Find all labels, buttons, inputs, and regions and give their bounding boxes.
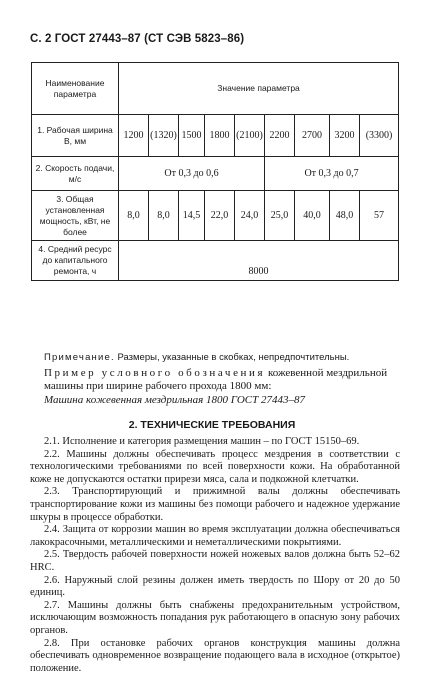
section-body (30, 436, 400, 675)
table-cell: (1320) (149, 115, 179, 157)
note-text: Размеры, указанные в скобках, непредпочтительны. (117, 352, 349, 363)
table-cell: 8,0 (149, 191, 179, 241)
table-cell: 2200 (265, 115, 295, 157)
column-header-value: Значение параметра (119, 63, 399, 115)
table-cell: (2100) (235, 115, 265, 157)
column-header-name: Наименование параметра (32, 63, 119, 115)
table-cell: От 0,3 до 0,7 (265, 157, 399, 191)
example-lead: Пример условного обозначения (44, 367, 265, 379)
table-cell: 8000 (119, 241, 399, 281)
table-cell: 22,0 (205, 191, 235, 241)
table-cell: 48,0 (330, 191, 360, 241)
parameters-table (31, 62, 399, 281)
paragraph: 2.7. Машины должны быть снабжены предохранительным устройством, исключающим возможность попадания рук работающего в опасную зону рабочих органов. (30, 600, 400, 638)
table-row (32, 191, 399, 241)
paragraph: 2.1. Исполнение и категория размещения машин – по ГОСТ 15150–69. (30, 436, 400, 449)
table-cell: 1800 (205, 115, 235, 157)
example-designation: Машина кожевенная мездрильная 1800 ГОСТ 27443–87 (44, 394, 305, 406)
section-title: 2. ТЕХНИЧЕСКИЕ ТРЕБОВАНИЯ (0, 419, 424, 431)
example-text: кожевенной мездрильной машины при ширине рабочего прохода 1800 мм: (44, 367, 387, 392)
table-row (32, 157, 399, 191)
table-cell: 3200 (330, 115, 360, 157)
table-cell: От 0,3 до 0,6 (119, 157, 265, 191)
row-label: 3. Общая установленная мощность, кВт, не более (32, 191, 119, 241)
table-cell: 1500 (179, 115, 205, 157)
table-cell: 40,0 (295, 191, 330, 241)
row-label: 2. Скорость подачи, м/с (32, 157, 119, 191)
table-row (32, 115, 399, 157)
note-keyword: Примечание. (44, 352, 115, 363)
table-note (44, 352, 349, 363)
table-cell: 1200 (119, 115, 149, 157)
paragraph: 2.2. Машины должны обеспечивать процесс мездрения в соответствии с технологическими требованиями по всей поверхности кожи. На обработанной коже не допускаются остатки прирези мяса, сала и подкожной клетчатки. (30, 449, 400, 487)
paragraph: 2.5. Твердость рабочей поверхности ножей ножевых валов должна быть 52–62 HRC. (30, 549, 400, 574)
paragraph: 2.3. Транспортирующий и прижимной валы должны обеспечивать транспортирование кожи из машины без помощи рабочего и надежное удержание шкуры в процессе обработки. (30, 486, 400, 524)
table-cell: 24,0 (235, 191, 265, 241)
designation-example (44, 367, 400, 393)
table-cell: 57 (360, 191, 399, 241)
table-row (32, 241, 399, 281)
table-cell: (3300) (360, 115, 399, 157)
page-header: С. 2 ГОСТ 27443–87 (СТ СЭВ 5823–86) (30, 33, 244, 45)
row-label: 1. Рабочая ширина В, мм (32, 115, 119, 157)
table-cell: 2700 (295, 115, 330, 157)
paragraph: 2.8. При остановке рабочих органов конструкция машины должна обеспечивать одновременное возвращение подающего вала в исходное (открытое) положение. (30, 638, 400, 675)
paragraph: 2.6. Наружный слой резины должен иметь твердость по Шору от 20 до 50 единиц. (30, 575, 400, 600)
paragraph: 2.4. Защита от коррозии машин во время эксплуатации должна обеспечиваться лакокрасочными, металлическими и неметаллическими покрытиями. (30, 524, 400, 549)
table-cell: 14,5 (179, 191, 205, 241)
row-label: 4. Средний ресурс до капитального ремонта, ч (32, 241, 119, 281)
table-cell: 8,0 (119, 191, 149, 241)
table-cell: 25,0 (265, 191, 295, 241)
